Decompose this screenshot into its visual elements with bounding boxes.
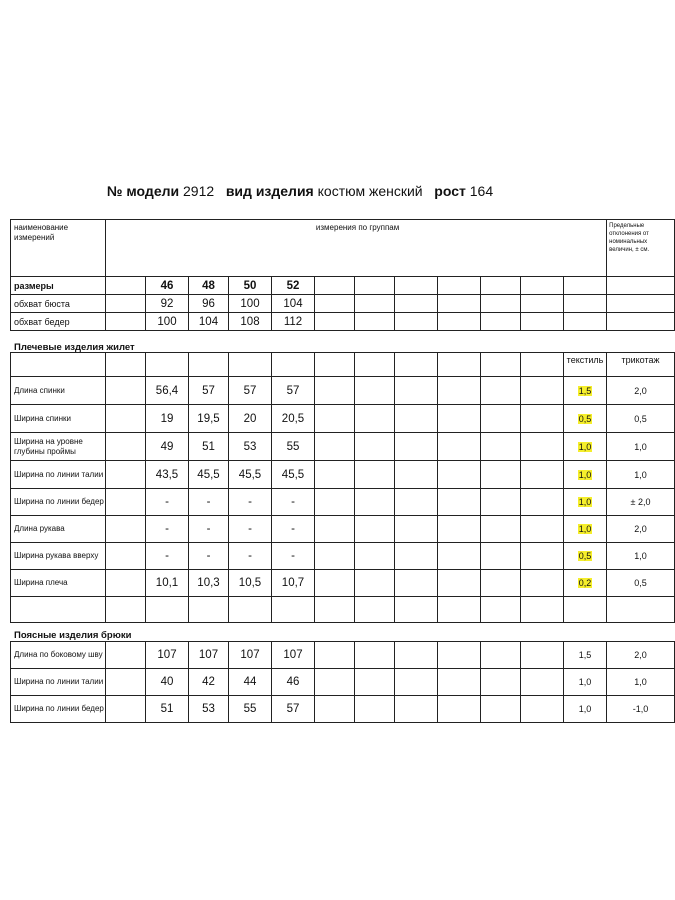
value-cell: - xyxy=(229,516,272,543)
value-cell: 45,5 xyxy=(229,461,272,489)
row-label: Ширина по линии бедер xyxy=(11,489,106,516)
size-cell: 48 xyxy=(189,277,229,295)
empty-cell xyxy=(315,489,355,516)
measure-row xyxy=(11,377,675,405)
empty-cell xyxy=(521,377,564,405)
row-label: Ширина по линии талии xyxy=(11,461,106,489)
empty-cell xyxy=(481,597,521,623)
empty-cell xyxy=(395,489,438,516)
empty-cell xyxy=(438,489,481,516)
measure-row xyxy=(11,696,675,723)
empty-cell xyxy=(438,669,481,696)
textile-value: 1,0 xyxy=(578,497,592,507)
empty-cell xyxy=(438,433,481,461)
knit-cell: 2,0 xyxy=(607,642,675,669)
value-cell: 19 xyxy=(146,405,189,433)
measure-row xyxy=(11,313,675,331)
empty-cell xyxy=(481,489,521,516)
empty-cell xyxy=(481,696,521,723)
row-label: обхват бедер xyxy=(11,313,106,331)
empty-cell xyxy=(315,642,355,669)
textile-cell xyxy=(564,696,607,723)
model-title xyxy=(0,183,600,199)
textile-value: 1,0 xyxy=(578,441,592,452)
empty-cell xyxy=(315,277,355,295)
empty-cell xyxy=(521,353,564,377)
empty-cell xyxy=(315,570,355,597)
textile-header: текстиль xyxy=(564,353,607,377)
empty-cell xyxy=(355,405,395,433)
measure-row xyxy=(11,433,675,461)
textile-cell xyxy=(564,516,607,543)
empty-cell xyxy=(438,377,481,405)
empty-cell xyxy=(481,642,521,669)
textile-cell xyxy=(564,461,607,489)
empty-cell xyxy=(395,570,438,597)
empty-cell xyxy=(521,433,564,461)
row-label: Ширина на уровне глубины проймы xyxy=(11,433,106,461)
empty-cell xyxy=(438,516,481,543)
empty-cell xyxy=(355,516,395,543)
measure-row xyxy=(11,405,675,433)
empty-cell xyxy=(106,295,146,313)
knit-cell: -1,0 xyxy=(607,696,675,723)
empty-cell xyxy=(438,543,481,570)
empty-cell xyxy=(438,353,481,377)
empty-cell xyxy=(315,433,355,461)
knit-cell: ± 2,0 xyxy=(607,489,675,516)
empty-cell xyxy=(481,353,521,377)
empty-cell xyxy=(438,313,481,331)
vest-table xyxy=(10,352,675,623)
value-cell: 104 xyxy=(189,313,229,331)
textile-value: 1,5 xyxy=(578,385,592,396)
value-cell: 10,1 xyxy=(146,570,189,597)
value-cell: 57 xyxy=(189,377,229,405)
value-cell: - xyxy=(272,543,315,570)
textile-cell xyxy=(564,377,607,405)
value-cell: - xyxy=(229,543,272,570)
sizes-label: размеры xyxy=(11,277,106,295)
empty-cell xyxy=(481,433,521,461)
model-value: 2912 xyxy=(183,183,215,199)
empty-cell xyxy=(521,642,564,669)
empty-cell xyxy=(395,597,438,623)
empty-cell xyxy=(229,353,272,377)
size-cell: 46 xyxy=(146,277,189,295)
empty-cell xyxy=(521,295,564,313)
empty-cell xyxy=(521,597,564,623)
empty-cell xyxy=(564,313,607,331)
empty-cell xyxy=(438,295,481,313)
empty-cell xyxy=(521,570,564,597)
name-header: наименование измерений xyxy=(11,220,106,277)
textile-cell xyxy=(564,570,607,597)
row-label: Ширина по линии талии xyxy=(11,669,106,696)
row-label: Ширина рукава вверху xyxy=(11,543,106,570)
value-cell: 10,7 xyxy=(272,570,315,597)
empty-cell xyxy=(272,597,315,623)
value-cell: 57 xyxy=(272,696,315,723)
value-cell: 45,5 xyxy=(189,461,229,489)
empty-cell xyxy=(106,277,146,295)
value-cell: 56,4 xyxy=(146,377,189,405)
empty-cell xyxy=(106,516,146,543)
empty-cell xyxy=(481,405,521,433)
measure-row xyxy=(11,669,675,696)
knit-cell: 1,0 xyxy=(607,669,675,696)
empty-cell xyxy=(438,405,481,433)
empty-cell xyxy=(106,597,146,623)
empty-cell xyxy=(481,669,521,696)
empty-cell xyxy=(355,353,395,377)
textile-value: 0,2 xyxy=(578,578,592,588)
empty-cell xyxy=(395,377,438,405)
empty-cell xyxy=(395,433,438,461)
size-cell: 52 xyxy=(272,277,315,295)
value-cell: 10,5 xyxy=(229,570,272,597)
empty-cell xyxy=(395,642,438,669)
empty-cell xyxy=(315,461,355,489)
knit-cell: 1,0 xyxy=(607,543,675,570)
value-cell: 20 xyxy=(229,405,272,433)
empty-cell xyxy=(189,597,229,623)
empty-cell xyxy=(521,405,564,433)
value-cell: 46 xyxy=(272,669,315,696)
empty-cell xyxy=(395,353,438,377)
row-label: Длина спинки xyxy=(11,377,106,405)
value-cell: 19,5 xyxy=(189,405,229,433)
empty-cell xyxy=(315,405,355,433)
groups-header: измерения по группам xyxy=(106,220,607,277)
value-cell: - xyxy=(146,516,189,543)
value-cell: - xyxy=(229,489,272,516)
header-row xyxy=(11,220,675,277)
deviation-header: Предельные отклонения от номинальных величин, ± см. xyxy=(607,220,675,277)
value-cell: 10,3 xyxy=(189,570,229,597)
empty-cell xyxy=(106,570,146,597)
empty-cell xyxy=(521,669,564,696)
empty-cell xyxy=(438,597,481,623)
value-cell: 107 xyxy=(229,642,272,669)
empty-cell xyxy=(438,461,481,489)
empty-cell xyxy=(355,597,395,623)
value-cell: 45,5 xyxy=(272,461,315,489)
empty-cell xyxy=(481,377,521,405)
textile-cell xyxy=(564,405,607,433)
value-cell: 51 xyxy=(189,433,229,461)
empty-cell xyxy=(315,543,355,570)
empty-cell xyxy=(355,543,395,570)
measure-row xyxy=(11,295,675,313)
empty-cell xyxy=(481,461,521,489)
textile-cell xyxy=(564,489,607,516)
height-value: 164 xyxy=(469,183,494,199)
value-cell: - xyxy=(272,489,315,516)
empty-cell xyxy=(481,295,521,313)
knit-cell: 1,0 xyxy=(607,433,675,461)
value-cell: 43,5 xyxy=(146,461,189,489)
measure-row xyxy=(11,642,675,669)
value-cell: 112 xyxy=(272,313,315,331)
textile-value: 1,0 xyxy=(578,524,592,534)
empty-cell xyxy=(355,642,395,669)
empty-cell xyxy=(395,461,438,489)
empty-cell xyxy=(315,516,355,543)
value-cell: 53 xyxy=(229,433,272,461)
empty-cell xyxy=(438,570,481,597)
measure-row xyxy=(11,543,675,570)
empty-cell xyxy=(315,353,355,377)
empty-cell xyxy=(355,669,395,696)
value-cell: 100 xyxy=(146,313,189,331)
value-cell: 107 xyxy=(272,642,315,669)
measure-row xyxy=(11,570,675,597)
value-cell: 44 xyxy=(229,669,272,696)
textile-value: 0,5 xyxy=(578,413,592,424)
value-cell: - xyxy=(189,516,229,543)
empty-cell xyxy=(438,277,481,295)
value-cell: 20,5 xyxy=(272,405,315,433)
empty-cell xyxy=(564,295,607,313)
empty-cell xyxy=(395,277,438,295)
empty-cell xyxy=(564,277,607,295)
empty-cell xyxy=(355,377,395,405)
empty-cell xyxy=(395,543,438,570)
knit-cell: 0,5 xyxy=(607,570,675,597)
empty-cell xyxy=(146,597,189,623)
empty-cell xyxy=(315,295,355,313)
knit-cell: 0,5 xyxy=(607,405,675,433)
empty-cell xyxy=(106,313,146,331)
empty-cell xyxy=(355,433,395,461)
empty-cell xyxy=(106,433,146,461)
measure-row xyxy=(11,461,675,489)
value-cell: 96 xyxy=(189,295,229,313)
empty-cell xyxy=(355,696,395,723)
empty-cell xyxy=(481,570,521,597)
empty-cell xyxy=(564,597,607,623)
blank-row xyxy=(11,597,675,623)
value-cell: 51 xyxy=(146,696,189,723)
empty-cell xyxy=(481,516,521,543)
value-cell: - xyxy=(146,489,189,516)
empty-cell xyxy=(607,277,675,295)
value-cell: 42 xyxy=(189,669,229,696)
empty-cell xyxy=(315,696,355,723)
pants-table xyxy=(10,641,675,723)
kind-value: костюм женский xyxy=(317,183,423,199)
textile-cell xyxy=(564,669,607,696)
empty-cell xyxy=(315,669,355,696)
size-cell: 50 xyxy=(229,277,272,295)
empty-cell xyxy=(395,516,438,543)
empty-cell xyxy=(272,353,315,377)
knit-cell: 1,0 xyxy=(607,461,675,489)
measure-row xyxy=(11,516,675,543)
knit-cell: 2,0 xyxy=(607,377,675,405)
empty-cell xyxy=(106,696,146,723)
value-cell: 55 xyxy=(272,433,315,461)
value-cell: 57 xyxy=(272,377,315,405)
empty-cell xyxy=(395,295,438,313)
textile-cell xyxy=(564,433,607,461)
empty-cell xyxy=(395,696,438,723)
empty-cell xyxy=(229,597,272,623)
empty-cell xyxy=(521,461,564,489)
empty-cell xyxy=(355,489,395,516)
textile-value: 0,5 xyxy=(578,551,592,561)
empty-cell xyxy=(607,313,675,331)
value-cell: 92 xyxy=(146,295,189,313)
value-cell: 104 xyxy=(272,295,315,313)
row-label: Ширина плеча xyxy=(11,570,106,597)
value-cell: 108 xyxy=(229,313,272,331)
empty-cell xyxy=(106,489,146,516)
textile-value: 1,5 xyxy=(578,650,592,660)
empty-cell xyxy=(355,461,395,489)
empty-cell xyxy=(607,597,675,623)
empty-cell xyxy=(521,543,564,570)
empty-cell xyxy=(106,642,146,669)
empty-cell xyxy=(481,313,521,331)
value-cell: 49 xyxy=(146,433,189,461)
empty-cell xyxy=(521,516,564,543)
tolerance-header-row xyxy=(11,353,675,377)
row-label: обхват бюста xyxy=(11,295,106,313)
value-cell: 53 xyxy=(189,696,229,723)
empty-cell xyxy=(106,353,146,377)
row-label: Длина по боковому шву xyxy=(11,642,106,669)
empty-cell xyxy=(146,353,189,377)
value-cell: 100 xyxy=(229,295,272,313)
value-cell: - xyxy=(189,489,229,516)
empty-cell xyxy=(355,277,395,295)
empty-cell xyxy=(189,353,229,377)
empty-cell xyxy=(106,543,146,570)
textile-cell xyxy=(564,543,607,570)
value-cell: - xyxy=(189,543,229,570)
size-table xyxy=(10,219,675,331)
pants-section-title: Поясные изделия брюки xyxy=(14,630,132,641)
measure-row xyxy=(11,489,675,516)
textile-value: 1,0 xyxy=(578,704,592,714)
empty-cell xyxy=(315,377,355,405)
empty-cell xyxy=(438,696,481,723)
value-cell: 40 xyxy=(146,669,189,696)
value-cell: - xyxy=(272,516,315,543)
empty-cell xyxy=(395,405,438,433)
kind-label: вид изделия xyxy=(225,183,314,199)
textile-value: 1,0 xyxy=(578,469,592,480)
value-cell: - xyxy=(146,543,189,570)
value-cell: 57 xyxy=(229,377,272,405)
model-label: № модели xyxy=(106,183,180,199)
row-label: Длина рукава xyxy=(11,516,106,543)
empty-cell xyxy=(106,461,146,489)
empty-cell xyxy=(481,277,521,295)
empty-cell xyxy=(11,597,106,623)
empty-cell xyxy=(315,597,355,623)
value-cell: 107 xyxy=(189,642,229,669)
vest-section-title: Плечевые изделия жилет xyxy=(14,342,135,353)
empty-cell xyxy=(11,353,106,377)
empty-cell xyxy=(521,696,564,723)
empty-cell xyxy=(106,405,146,433)
value-cell: 107 xyxy=(146,642,189,669)
empty-cell xyxy=(106,377,146,405)
row-label: Ширина спинки xyxy=(11,405,106,433)
empty-cell xyxy=(315,313,355,331)
height-label: рост xyxy=(434,183,466,199)
row-label: Ширина по линии бедер xyxy=(11,696,106,723)
knit-header: трикотаж xyxy=(607,353,675,377)
knit-cell: 2,0 xyxy=(607,516,675,543)
empty-cell xyxy=(106,669,146,696)
empty-cell xyxy=(395,669,438,696)
empty-cell xyxy=(607,295,675,313)
empty-cell xyxy=(521,313,564,331)
empty-cell xyxy=(481,543,521,570)
textile-cell xyxy=(564,642,607,669)
empty-cell xyxy=(521,277,564,295)
sizes-row xyxy=(11,277,675,295)
empty-cell xyxy=(355,313,395,331)
empty-cell xyxy=(521,489,564,516)
value-cell: 55 xyxy=(229,696,272,723)
textile-value: 1,0 xyxy=(578,677,592,687)
empty-cell xyxy=(395,313,438,331)
empty-cell xyxy=(355,295,395,313)
empty-cell xyxy=(438,642,481,669)
empty-cell xyxy=(355,570,395,597)
